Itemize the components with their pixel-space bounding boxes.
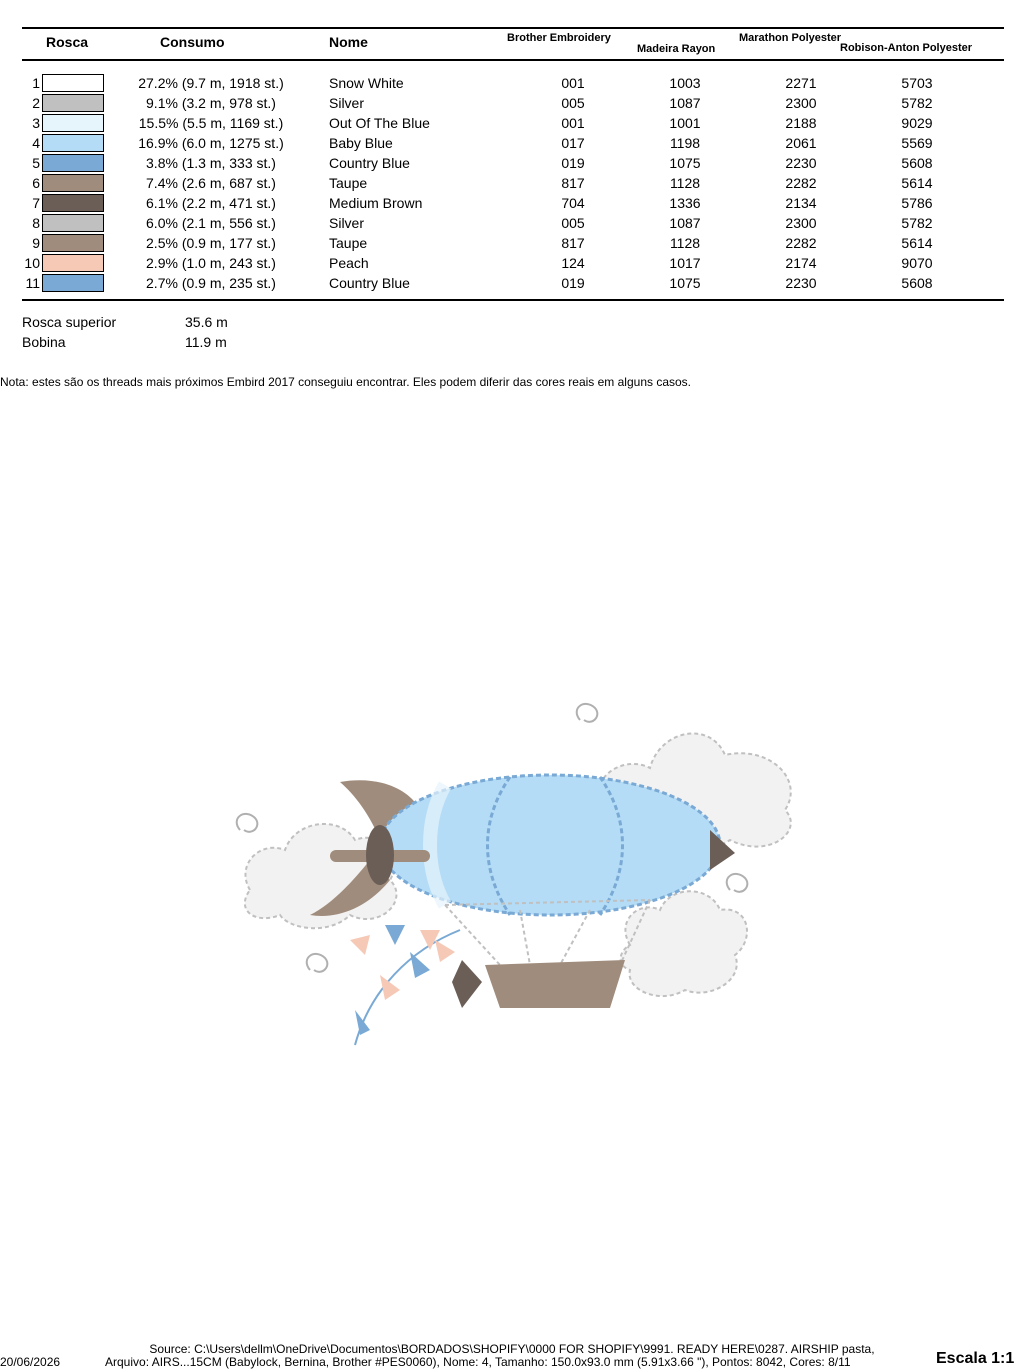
cloud-right-bottom-icon xyxy=(621,891,747,996)
header-consumo: Consumo xyxy=(160,34,225,50)
marathon-code: 2230 xyxy=(785,155,817,171)
thread-name: Taupe xyxy=(329,175,368,191)
bunting-flags-icon xyxy=(350,925,455,1035)
thread-row xyxy=(0,153,1024,173)
thread-consumption: 2.9% (1.0 m, 243 st.) xyxy=(146,255,276,271)
brother-code: 019 xyxy=(561,275,585,291)
thread-row xyxy=(0,253,1024,273)
thread-consumption: 9.1% (3.2 m, 978 st.) xyxy=(146,95,276,111)
robison-code: 9029 xyxy=(901,115,933,131)
thread-color-swatch xyxy=(42,274,104,292)
header-madeira: Madeira Rayon xyxy=(637,43,716,55)
thread-name: Peach xyxy=(329,255,369,271)
thread-color-swatch xyxy=(42,234,104,252)
airship-design-preview xyxy=(230,690,800,1050)
footer-file-info: Arquivo: AIRS...15CM (Babylock, Bernina, Brother #PES0060), Nome: 4, Tamanho: 150.0x93.0 mm (5.91x3.66 "), Pontos: 8042, Cores: 8/11 xyxy=(105,1355,851,1369)
madeira-code: 1128 xyxy=(669,175,701,191)
thread-color-swatch xyxy=(42,154,104,172)
brother-code: 817 xyxy=(561,235,585,251)
robison-code: 5786 xyxy=(901,195,933,211)
thread-color-swatch xyxy=(42,194,104,212)
thread-row xyxy=(0,93,1024,113)
marathon-code: 2300 xyxy=(785,95,817,111)
marathon-code: 2230 xyxy=(785,275,817,291)
rear-propeller-icon xyxy=(452,960,482,1008)
thread-row xyxy=(0,133,1024,153)
thread-color-swatch xyxy=(42,134,104,152)
thread-consumption: 27.2% (9.7 m, 1918 st.) xyxy=(138,75,284,91)
table-bottom-rule xyxy=(22,299,1004,301)
gondola-icon xyxy=(485,960,625,1008)
madeira-code: 1003 xyxy=(669,75,701,91)
brother-code: 124 xyxy=(561,255,585,271)
brother-code: 005 xyxy=(561,215,585,231)
thread-name: Out Of The Blue xyxy=(329,115,430,131)
thread-row xyxy=(0,73,1024,93)
marathon-code: 2061 xyxy=(785,135,817,151)
thread-number: 8 xyxy=(32,215,40,231)
madeira-code: 1128 xyxy=(669,235,701,251)
brother-code: 001 xyxy=(561,115,585,131)
thread-color-swatch xyxy=(42,174,104,192)
top-thread-label: Rosca superior xyxy=(22,314,117,330)
madeira-code: 1087 xyxy=(669,95,701,111)
robison-code: 5614 xyxy=(901,175,933,191)
bobbin-value: 11.9 m xyxy=(185,334,227,350)
thread-consumption: 16.9% (6.0 m, 1275 st.) xyxy=(138,135,284,151)
thread-number: 4 xyxy=(32,135,40,151)
swirl-icon xyxy=(307,954,328,972)
robison-code: 5608 xyxy=(901,155,933,171)
swirl-icon xyxy=(727,874,748,892)
madeira-code: 1075 xyxy=(669,155,701,171)
thread-number: 11 xyxy=(25,275,40,291)
thread-row xyxy=(0,113,1024,133)
thread-color-swatch xyxy=(42,114,104,132)
marathon-code: 2282 xyxy=(785,175,817,191)
robison-code: 9070 xyxy=(901,255,933,271)
thread-number: 9 xyxy=(32,235,40,251)
madeira-code: 1198 xyxy=(669,135,701,151)
header-nome: Nome xyxy=(329,34,368,50)
thread-name: Country Blue xyxy=(329,155,410,171)
thread-consumption: 2.5% (0.9 m, 177 st.) xyxy=(146,235,276,251)
thread-name: Snow White xyxy=(329,75,404,91)
thread-consumption: 3.8% (1.3 m, 333 st.) xyxy=(146,155,276,171)
madeira-code: 1087 xyxy=(669,215,701,231)
marathon-code: 2174 xyxy=(785,255,817,271)
swirl-icon xyxy=(237,814,258,832)
table-top-rule xyxy=(22,27,1004,29)
robison-code: 5703 xyxy=(901,75,933,91)
thread-consumption: 7.4% (2.6 m, 687 st.) xyxy=(146,175,276,191)
thread-color-swatch xyxy=(42,254,104,272)
robison-code: 5569 xyxy=(901,135,933,151)
brother-code: 001 xyxy=(561,75,585,91)
thread-number: 10 xyxy=(24,255,40,271)
header-marathon: Marathon Polyester xyxy=(739,32,842,44)
thread-name: Silver xyxy=(329,215,365,231)
thread-row xyxy=(0,273,1024,293)
marathon-code: 2271 xyxy=(785,75,817,91)
header-brother: Brother Embroidery xyxy=(507,32,611,44)
thread-name: Medium Brown xyxy=(329,195,423,211)
thread-consumption: 6.1% (2.2 m, 471 st.) xyxy=(146,195,276,211)
madeira-code: 1075 xyxy=(669,275,701,291)
madeira-code: 1001 xyxy=(669,115,701,131)
footer-date: 20/06/2026 xyxy=(0,1355,61,1369)
thread-consumption: 15.5% (5.5 m, 1169 st.) xyxy=(138,115,284,131)
thread-consumption: 2.7% (0.9 m, 235 st.) xyxy=(146,275,276,291)
robison-code: 5608 xyxy=(901,275,933,291)
thread-number: 7 xyxy=(32,195,40,211)
table-header-rule xyxy=(22,59,1004,61)
brother-code: 817 xyxy=(561,175,585,191)
madeira-code: 1017 xyxy=(669,255,701,271)
marathon-code: 2282 xyxy=(785,235,817,251)
thread-color-swatch xyxy=(42,74,104,92)
header-rosca: Rosca xyxy=(46,34,89,50)
thread-number: 1 xyxy=(32,75,40,91)
thread-number: 3 xyxy=(32,115,40,131)
thread-row xyxy=(0,233,1024,253)
footer-source: Source: C:\Users\dellm\OneDrive\Documentos\BORDADOS\SHOPIFY\0000 FOR SHOPIFY\9991. READY HERE\0287. AIRSHIP pasta, xyxy=(149,1342,875,1356)
brother-code: 704 xyxy=(561,195,585,211)
robison-code: 5782 xyxy=(901,95,933,111)
robison-code: 5782 xyxy=(901,215,933,231)
thread-name: Baby Blue xyxy=(329,135,393,151)
swirl-icon xyxy=(577,704,598,722)
bobbin-label: Bobina xyxy=(22,334,66,350)
marathon-code: 2188 xyxy=(785,115,817,131)
thread-color-swatch xyxy=(42,94,104,112)
thread-row xyxy=(0,173,1024,193)
thread-consumption: 6.0% (2.1 m, 556 st.) xyxy=(146,215,276,231)
header-robison: Robison-Anton Polyester xyxy=(840,42,973,54)
brother-code: 017 xyxy=(561,135,585,151)
footer-scale: Escala 1:1 xyxy=(936,1350,1015,1367)
marathon-code: 2300 xyxy=(785,215,817,231)
marathon-code: 2134 xyxy=(785,195,817,211)
thread-row xyxy=(0,213,1024,233)
thread-name: Country Blue xyxy=(329,275,410,291)
thread-number: 5 xyxy=(32,155,40,171)
thread-row xyxy=(0,193,1024,213)
thread-color-swatch xyxy=(42,214,104,232)
thread-name: Silver xyxy=(329,95,365,111)
madeira-code: 1336 xyxy=(669,195,701,211)
brother-code: 019 xyxy=(561,155,585,171)
robison-code: 5614 xyxy=(901,235,933,251)
thread-name: Taupe xyxy=(329,235,368,251)
thread-note: Nota: estes são os threads mais próximos Embird 2017 conseguiu encontrar. Eles podem diferir das cores reais em alguns casos. xyxy=(0,375,692,389)
thread-number: 6 xyxy=(32,175,40,191)
top-thread-value: 35.6 m xyxy=(185,314,228,330)
thread-number: 2 xyxy=(32,95,40,111)
brother-code: 005 xyxy=(561,95,585,111)
